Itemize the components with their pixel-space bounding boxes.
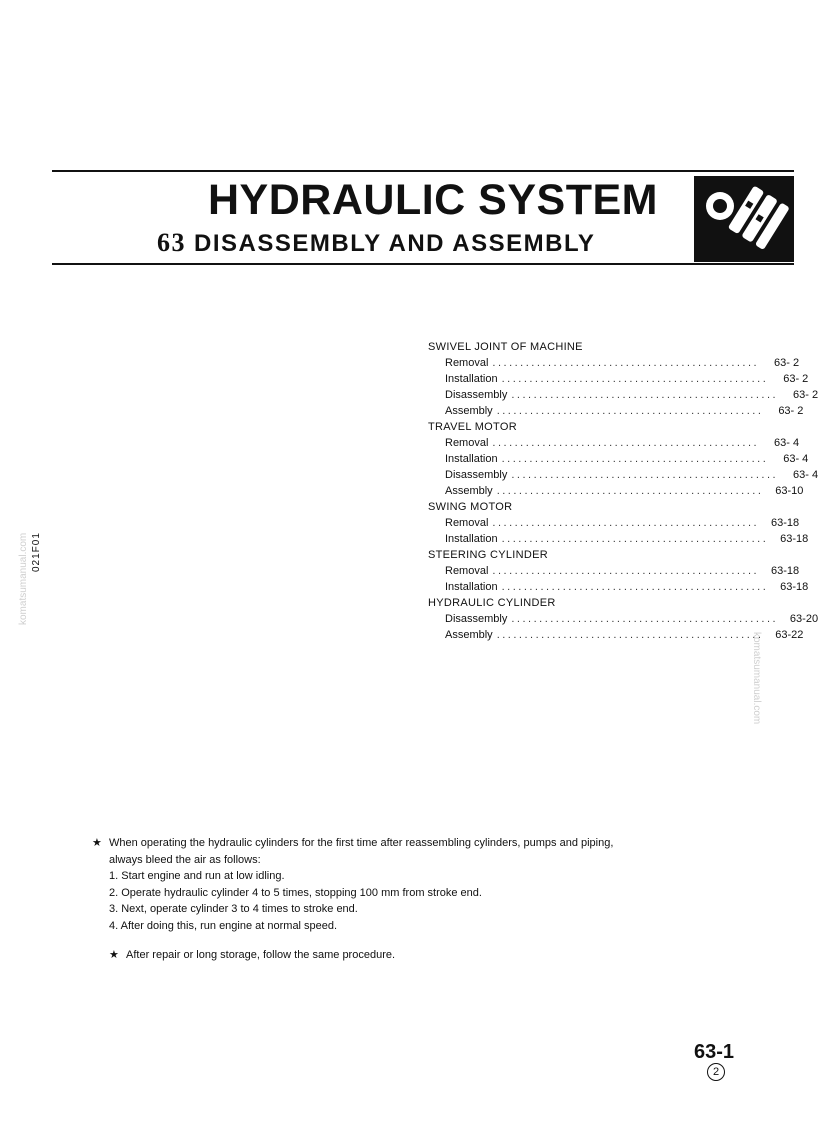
watermark-right: komatsumanual.com: [751, 632, 762, 725]
toc-item-page: 63- 2: [783, 373, 809, 385]
toc-item-label: Removal: [445, 437, 489, 449]
star-icon: ★: [92, 837, 102, 849]
toc-leader-dots: ................................................: [492, 517, 760, 529]
watermark-left: komatsumanual.com: [18, 532, 29, 625]
toc-item[interactable]: [428, 403, 804, 419]
star-icon: ★: [109, 949, 119, 961]
toc-item-page: 63- 2: [792, 389, 818, 401]
header-rule-bottom: [52, 263, 794, 265]
toc-section-title: STEERING CYLINDER: [428, 549, 549, 561]
toc-item-label: Installation: [445, 533, 498, 545]
hydraulic-cylinder-icon: [694, 176, 794, 262]
toc-item-label: Assembly: [445, 405, 493, 417]
toc-leader-dots: ................................................: [501, 453, 769, 465]
toc-item-label: Assembly: [445, 629, 493, 641]
toc-item-page: 63- 2: [774, 357, 800, 369]
toc-leader-dots: ................................................: [492, 357, 760, 369]
procedure-notes: [92, 835, 732, 964]
note-intro-line2: always bleed the air as follows:: [109, 853, 261, 866]
toc-item[interactable]: [428, 579, 809, 595]
toc-section: [428, 339, 818, 419]
toc-item-label: Removal: [445, 517, 489, 529]
toc-item-label: Installation: [445, 453, 498, 465]
toc-section-title: HYDRAULIC CYLINDER: [428, 597, 556, 609]
toc-item[interactable]: [428, 467, 818, 483]
toc-item-page: 63-20: [789, 613, 818, 625]
toc-section: [428, 547, 809, 595]
table-of-contents: [428, 339, 818, 643]
toc-item-page: 63- 2: [778, 405, 804, 417]
toc-item[interactable]: [428, 483, 804, 499]
note-repair-text: After repair or long storage, follow the same procedure.: [126, 949, 396, 961]
toc-leader-dots: ................................................: [511, 469, 779, 481]
page-subtitle: [157, 228, 595, 258]
toc-item-label: Installation: [445, 581, 498, 593]
toc-item[interactable]: [428, 451, 809, 467]
toc-item[interactable]: [428, 563, 800, 579]
toc-leader-dots: ................................................: [501, 581, 769, 593]
toc-item[interactable]: [428, 387, 818, 403]
toc-leader-dots: ................................................: [501, 533, 769, 545]
toc-item[interactable]: [428, 515, 800, 531]
toc-section-title: TRAVEL MOTOR: [428, 421, 517, 433]
toc-item-page: 63-18: [770, 565, 800, 577]
toc-item-label: Disassembly: [445, 389, 508, 401]
toc-section: [428, 499, 809, 547]
toc-item-label: Removal: [445, 565, 489, 577]
toc-section: [428, 419, 818, 499]
header-rule-top: [52, 170, 794, 172]
toc-section-title: SWIVEL JOINT OF MACHINE: [428, 341, 583, 353]
subtitle-text: DISASSEMBLY AND ASSEMBLY: [194, 230, 596, 257]
note-repair: [92, 947, 732, 964]
revision-mark: 2: [707, 1063, 725, 1081]
toc-leader-dots: ................................................: [492, 565, 760, 577]
toc-leader-dots: ................................................: [492, 437, 760, 449]
note-intro: [92, 835, 732, 852]
toc-item[interactable]: [428, 531, 809, 547]
toc-item-page: 63-18: [770, 517, 800, 529]
procedure-step: 3. Next, operate cylinder 3 to 4 times to stroke end.: [109, 903, 358, 915]
procedure-step: 1. Start engine and run at low idling.: [109, 870, 285, 882]
toc-leader-dots: ................................................: [501, 373, 769, 385]
toc-item-page: 63- 4: [783, 453, 809, 465]
toc-item-page: 63-22: [775, 629, 804, 641]
toc-leader-dots: ................................................: [496, 629, 764, 641]
toc-item-label: Assembly: [445, 485, 493, 497]
toc-section: [428, 595, 818, 643]
toc-item-label: Disassembly: [445, 469, 508, 481]
toc-leader-dots: ................................................: [511, 389, 779, 401]
toc-item[interactable]: [428, 371, 809, 387]
toc-section-title: SWING MOTOR: [428, 501, 513, 513]
page-title: HYDRAULIC SYSTEM: [208, 176, 658, 224]
toc-item-page: 63-18: [780, 581, 809, 593]
toc-item[interactable]: [428, 355, 800, 371]
section-number: 63: [157, 228, 186, 257]
toc-item-label: Installation: [445, 373, 498, 385]
toc-item-label: Removal: [445, 357, 489, 369]
toc-item[interactable]: [428, 435, 800, 451]
procedure-step: 4. After doing this, run engine at normal speed.: [109, 919, 338, 932]
toc-item-page: 63- 4: [774, 437, 800, 449]
toc-leader-dots: ................................................: [496, 485, 764, 497]
note-intro-line1: When operating the hydraulic cylinders for the first time after reassembling cylinders, pumps and piping,: [109, 837, 614, 849]
side-code: 021F01: [31, 532, 42, 572]
toc-item-label: Disassembly: [445, 613, 508, 625]
toc-item-page: 63-10: [775, 485, 804, 497]
toc-item-page: 63-18: [780, 533, 809, 545]
toc-leader-dots: ................................................: [511, 613, 779, 625]
toc-leader-dots: ................................................: [496, 405, 764, 417]
procedure-step: 2. Operate hydraulic cylinder 4 to 5 times, stopping 100 mm from stroke end.: [109, 886, 482, 899]
toc-item-page: 63- 4: [792, 469, 818, 481]
toc-item[interactable]: [428, 611, 818, 627]
toc-item[interactable]: [428, 627, 804, 643]
page-number: 63-1: [694, 1041, 735, 1063]
